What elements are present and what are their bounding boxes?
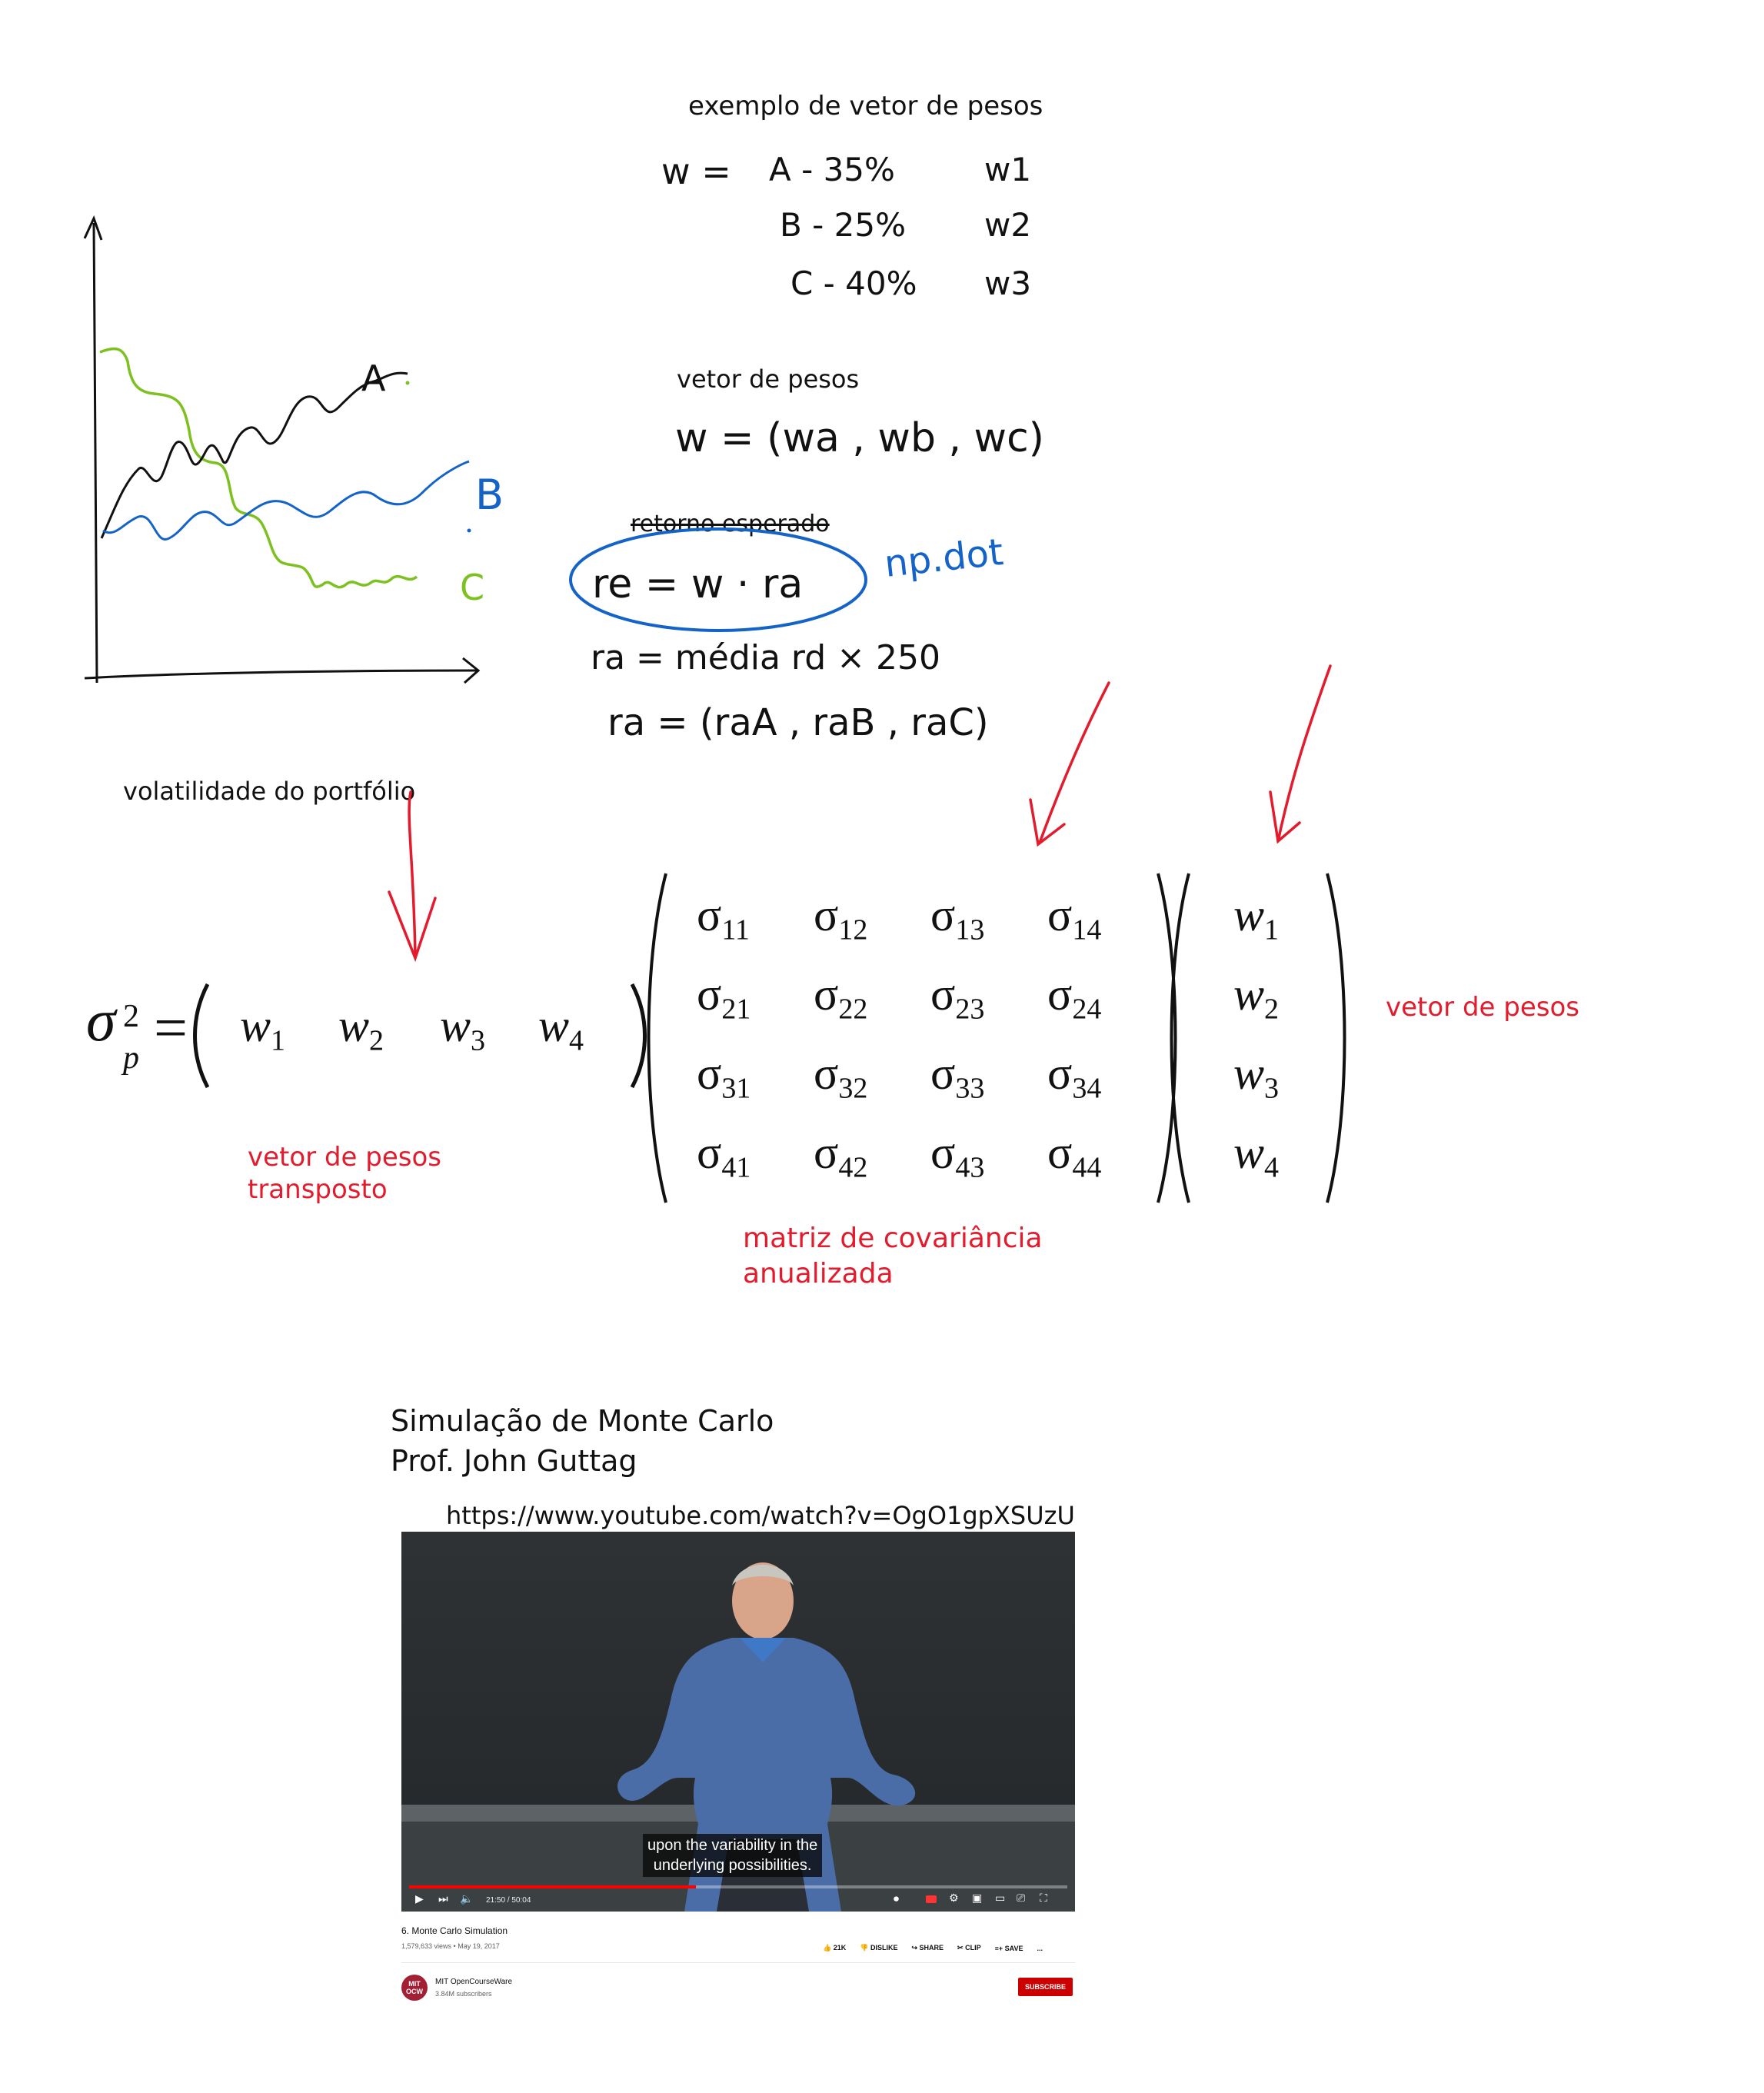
matrix-cell: $\sigma_{12}$: [814, 889, 868, 947]
annotation-covariance: [743, 1221, 1043, 1292]
action-bar: [823, 1944, 1043, 1952]
weights-vector-title: vetor de pesos: [677, 364, 860, 394]
scissors-icon: ✂: [957, 1944, 966, 1952]
w-equals: w =: [661, 151, 731, 192]
col-w3: $w_3$: [1233, 1047, 1280, 1105]
lhs-subscript: p: [123, 1040, 139, 1076]
expected-return-title: retorno esperado: [631, 511, 830, 537]
annotation-transposed-line1: vetor de pesos: [248, 1142, 441, 1173]
row-w1: $w_1$: [240, 1000, 286, 1057]
weights-example-title: exemplo de vetor de pesos: [688, 91, 1043, 121]
weight-asset-b: B - 25%: [780, 206, 907, 244]
ra-vector: ra = (raA , raB , raC): [607, 701, 989, 744]
video-ref-title: [391, 1401, 774, 1481]
share-icon: ↪: [911, 1944, 920, 1952]
arrow-transposed: [409, 792, 415, 957]
more-button[interactable]: ...: [1037, 1944, 1043, 1952]
label-a: A: [361, 358, 386, 399]
miniplayer-icon[interactable]: ▣: [972, 1892, 983, 1905]
volume-icon[interactable]: 🔈: [460, 1893, 474, 1905]
matrix-cell: $\sigma_{41}$: [697, 1126, 751, 1184]
volatility-title: volatilidade do portfólio: [123, 777, 416, 806]
annotation-transposed-line2: transposto: [248, 1174, 388, 1205]
cc-icon[interactable]: [926, 1895, 937, 1903]
col-w2: $w_2$: [1233, 968, 1280, 1026]
matrix-cell: $\sigma_{13}$: [930, 889, 985, 947]
weight-symbol-c: w3: [984, 265, 1032, 302]
thumbs-up-icon: 👍: [823, 1944, 834, 1952]
play-icon[interactable]: ▶: [415, 1893, 424, 1905]
dislike-button[interactable]: 👎 DISLIKE: [860, 1944, 898, 1952]
fullscreen-icon[interactable]: ⛶: [1040, 1892, 1047, 1905]
annotation-covariance-line1: matriz de covariância: [743, 1223, 1043, 1254]
arrow-covariance: [1040, 683, 1109, 843]
label-b: B: [475, 471, 504, 519]
youtube-screenshot: [378, 1532, 1075, 2011]
matrix-cell: $\sigma_{31}$: [697, 1047, 751, 1105]
video-title[interactable]: 6. Monte Carlo Simulation: [401, 1925, 508, 1936]
channel-logo-line2: OCW: [406, 1988, 423, 1995]
channel-avatar[interactable]: [401, 1975, 428, 2001]
ra-definition: ra = média rd × 250: [591, 638, 940, 677]
thumbs-down-icon: 👎: [860, 1944, 870, 1952]
autoplay-toggle-icon[interactable]: ⏺: [894, 1893, 899, 1905]
weight-symbol-a: w1: [984, 151, 1032, 188]
video-ref-url[interactable]: https://www.youtube.com/watch?v=OgO1gpXSUzU: [446, 1501, 1075, 1530]
weight-asset-a: A - 35%: [769, 151, 895, 188]
red-arrows: [0, 0, 1764, 923]
cast-icon[interactable]: ⎚: [1017, 1892, 1026, 1905]
matrix-cell: $\sigma_{43}$: [930, 1126, 985, 1184]
label-c: C: [460, 567, 485, 608]
matrix-cell: $\sigma_{32}$: [814, 1047, 868, 1105]
matrix-cell: $\sigma_{14}$: [1047, 889, 1102, 947]
annotation-transposed: [248, 1141, 441, 1206]
col-w4: $w_4$: [1233, 1126, 1280, 1184]
sigma-symbol: σ: [86, 987, 116, 1053]
matrix-cell: $\sigma_{33}$: [930, 1047, 985, 1105]
channel-logo-line1: MIT: [408, 1980, 421, 1988]
settings-icon[interactable]: ⚙: [949, 1892, 959, 1905]
save-button[interactable]: ≡+ SAVE: [994, 1944, 1023, 1952]
weights-vector-formula: w = (wa , wb , wc): [675, 415, 1044, 461]
matrix-cell: $\sigma_{34}$: [1047, 1047, 1102, 1105]
next-icon[interactable]: ⏭: [438, 1893, 448, 1905]
video-player[interactable]: [401, 1532, 1075, 1912]
matrix-cell: $\sigma_{42}$: [814, 1126, 868, 1184]
annotation-covariance-line2: anualizada: [743, 1258, 894, 1289]
lhs-superscript: 2: [123, 999, 139, 1034]
time-display: 21:50 / 50:04: [486, 1896, 531, 1905]
theater-icon[interactable]: ▭: [995, 1892, 1006, 1905]
covariance-matrix: [697, 878, 1164, 1195]
matrix-cell: $\sigma_{23}$: [930, 968, 985, 1026]
progress-bar[interactable]: [409, 1885, 1067, 1888]
like-button[interactable]: 👍 21K: [823, 1944, 847, 1952]
np-dot-note: np.dot: [882, 531, 1006, 586]
video-ref-title-line2: Prof. John Guttag: [391, 1444, 637, 1478]
clip-button[interactable]: ✂ CLIP: [957, 1944, 981, 1952]
equals-sign: =: [154, 994, 188, 1061]
row-w4: $w_4$: [538, 1000, 584, 1057]
views-date: 1,579,633 views • May 19, 2017: [401, 1942, 500, 1950]
video-ref-title-line1: Simulação de Monte Carlo: [391, 1404, 774, 1438]
subscribe-button[interactable]: SUBSCRIBE: [1018, 1978, 1073, 1996]
col-vector: [1233, 878, 1279, 1195]
arrow-weights: [1278, 666, 1330, 841]
row-w2: $w_2$: [338, 1000, 384, 1057]
matrix-cell: $\sigma_{44}$: [1047, 1126, 1102, 1184]
progress-fill: [409, 1885, 696, 1888]
playlist-add-icon: ≡+: [994, 1944, 1005, 1952]
expected-return-formula: re = w · ra: [592, 561, 804, 607]
subscriber-count: 3.84M subscribers: [435, 1990, 492, 1998]
weight-asset-c: C - 40%: [790, 265, 917, 302]
channel-name[interactable]: MIT OpenCourseWare: [435, 1978, 513, 1986]
matrix-cell: $\sigma_{11}$: [697, 889, 750, 947]
video-caption: upon the variability in the underlying possibilities.: [643, 1834, 822, 1877]
weight-symbol-b: w2: [984, 206, 1032, 244]
portfolio-variance-lhs: [86, 987, 116, 1053]
annotation-weights-vector: vetor de pesos: [1386, 992, 1579, 1023]
matrix-cell: $\sigma_{21}$: [697, 968, 751, 1026]
matrix-cell: $\sigma_{22}$: [814, 968, 868, 1026]
matrix-cell: $\sigma_{24}$: [1047, 968, 1102, 1026]
row-vector: [240, 1000, 637, 1057]
share-button[interactable]: ↪ SHARE: [911, 1944, 944, 1952]
divider: [401, 1962, 1075, 1963]
col-w1: $w_1$: [1233, 889, 1280, 947]
row-w3: $w_3$: [440, 1000, 486, 1057]
